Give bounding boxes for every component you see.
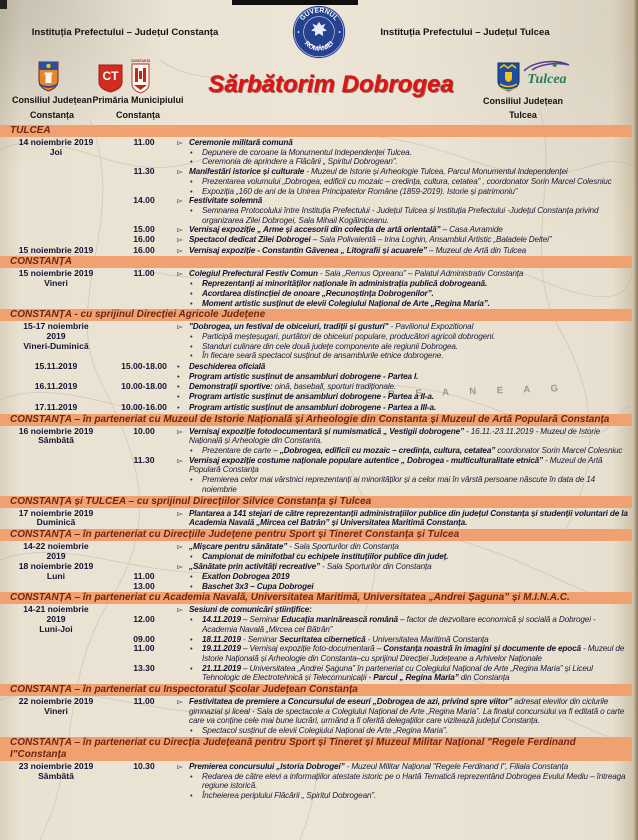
event-text: "Dobrogea, un festival de obiceiuri, tradiții și gusturi" - Pavilionul Expozitional (189, 322, 474, 332)
schedule-row (0, 542, 632, 561)
date-line: 15-17 noiembrie (23, 321, 89, 332)
event-main-item (112, 456, 632, 475)
date-cell (0, 542, 112, 561)
event-main-item (112, 542, 632, 552)
time-cell: 16.00 (133, 244, 155, 255)
label-cj-constanta-sub: Constanța (29, 110, 75, 120)
event-text: Prezentarea volumului „Dobrogea, edificii cu mozaic – credința, cultura, cetatea” , coordonator Sorin Marcel Colesniuc (202, 176, 612, 186)
date-line: 14 noiembrie 2019 (18, 137, 94, 147)
guvernul-romaniei-seal-icon (291, 4, 347, 60)
dot-bullet-icon: • (190, 663, 193, 673)
event-sub-item (112, 351, 632, 361)
time-cell: 10.00 (133, 425, 155, 436)
section-header-band: CONSTANȚA – în parteneriat cu Direcția Județeană pentru Sport și Tineret și Muzeul Militar Național "Regele Ferdinand I"Constanța (0, 737, 632, 761)
event-main-item (112, 196, 632, 206)
event-body (176, 299, 632, 309)
event-text: 19.11.2019 – Vernisaj expoziție foto-documentară – Constanța noastră în imagini și documente de epocă - Muzeul de Istorie Națională și Arheologie din Constanta–cu sprijinul Direcției Județeane a Arhivelor Naționale (202, 644, 625, 663)
dot-bullet-icon: • (190, 445, 193, 455)
event-sub-item (112, 552, 632, 562)
dot-bullet-icon: • (190, 572, 193, 582)
event-text: Premierea concursului „Istoria Dobrogei” - Muzeul Militar Național "Regele Ferdinand I", Filiala Constanța (189, 761, 568, 771)
event-sub-item (112, 362, 632, 372)
time-cell: 11.30 (133, 166, 155, 177)
arrow-bullet-icon: ▻ (177, 541, 183, 551)
dot-bullet-icon: • (190, 581, 193, 591)
tulcea-script-logo-icon (522, 57, 572, 91)
date-line: Vineri (44, 705, 68, 716)
event-text: Demonstrații sportive: oină, baseball, sporturi tradiționale. (189, 382, 397, 392)
event-body (176, 403, 632, 413)
schedule-row (0, 138, 632, 245)
events-column (112, 605, 632, 683)
date-line: 22 noiembrie 2019 (18, 696, 94, 707)
event-sub-item (112, 644, 632, 663)
label-cj-constanta: Consiliul Județean (11, 95, 93, 105)
label-cj-tulcea-sub: Tulcea (509, 110, 537, 120)
event-text: Ceremonia de aprindere a Flăcării „ Spiritul Dobrogean”. (202, 157, 398, 167)
svg-text:CONSTANTA: CONSTANTA (130, 59, 151, 63)
event-sub-item (112, 615, 632, 634)
event-body (176, 615, 632, 634)
schedule-row (0, 269, 632, 308)
event-sub-item (112, 279, 632, 289)
dot-bullet-icon: • (190, 288, 193, 298)
section-header-band: CONSTANȚA - cu sprijinul Direcției Agricole Județene (0, 309, 632, 321)
event-sub-item (112, 148, 632, 158)
event-body (176, 562, 632, 572)
schedule-row (0, 562, 632, 591)
section-header-band: TULCEA (0, 125, 632, 137)
event-text: Festivitate solemnă (189, 196, 263, 206)
event-body (176, 177, 632, 187)
event-body (176, 791, 632, 801)
date-cell (0, 322, 112, 361)
event-text: Expoziția „160 de ani de la Unirea Principatelor Române (1859-2019). Istorie și patrimoniu” (202, 186, 518, 196)
date-line: 2019 (46, 550, 66, 561)
event-text: Vernisaj expoziție fotodocumentară și numismatică „ Vestigii dobrogene” - 16.11.-23.11.2019 - Muzeul de Istorie Națională și Arheologie din Constanta. (189, 426, 601, 446)
events-column (112, 427, 632, 495)
date-cell (0, 246, 112, 256)
corner-mark (0, 0, 7, 9)
event-main-item (112, 138, 632, 148)
event-body (176, 235, 632, 245)
events-column (112, 403, 632, 413)
dot-bullet-icon: • (190, 157, 193, 167)
event-text: Plantarea a 141 stejari de către reprezentanții administrațiilor publice din județul Constanța și studenții voluntari de la Academia Navală „Mircea cel Batrân” și Universitatea Maritimă Constanța. (189, 508, 628, 528)
events-column (112, 542, 632, 561)
event-text: În fiecare seară spectacol susținut de ansamblurile etnice dobrogene. (202, 351, 444, 361)
event-text: Standuri culinare din cele două județe componente ale regiunii Dobrogea. (202, 341, 458, 351)
event-sub-item (112, 726, 632, 736)
event-sub-item (112, 582, 632, 592)
time-cell: 13.00 (133, 580, 155, 591)
event-text: Vernisaj expoziție costume naționale populare autentice „ Dobrogea - multiculturalitate etnică” - Muzeul de Artă Populară Constanța (189, 455, 603, 475)
section-header-band: CONSTANȚA și TULCEA – cu sprijinul Direcțiilor Silvice Constanța și Tulcea (0, 496, 632, 508)
date-cell (0, 382, 112, 401)
event-text: Semnarea Protocolului între Instituția Prefectului - Județul Tulcea și Instituția Prefectului -Județul Constanța privind organizarea Zilei Dobrogei, Sala Mihail Kogălniceanu. (202, 205, 599, 225)
event-sub-item (112, 372, 632, 382)
svg-text:ROMÂNIEI: ROMÂNIEI (302, 40, 336, 53)
institution-right: Instituția Prefectului – Județul Tulcea (380, 27, 550, 38)
event-text: Baschet 3x3 – Cupa Dobrogei (202, 581, 314, 591)
arrow-bullet-icon: ▻ (177, 225, 183, 235)
time-cell: 11.00 (133, 643, 155, 654)
date-cell (0, 509, 112, 528)
date-line: 16.11.2019 (34, 381, 78, 392)
event-main-item (112, 562, 632, 572)
cj-constanta-coat-of-arms-icon (38, 61, 59, 92)
date-cell (0, 427, 112, 495)
events-column (112, 322, 632, 361)
event-text: Vernisaj expoziție „ Arme și accesorii din colecția de artă orientală” – Casa Avramide (189, 225, 503, 235)
label-cj-tulcea: Consiliul Județean (482, 96, 564, 106)
date-line: 2019 (46, 614, 66, 625)
event-main-item (112, 697, 632, 726)
event-text: Încheierea periplului Flăcării „ Spiritul Dobrogean”. (202, 790, 377, 800)
event-sub-item (112, 157, 632, 167)
schedule-row (0, 697, 632, 736)
event-sub-item (112, 475, 632, 494)
time-cell: 11.00 (133, 137, 155, 147)
schedule-row (0, 322, 632, 361)
event-sub-item (112, 177, 632, 187)
time-cell: 13.30 (133, 662, 155, 673)
event-body (176, 246, 632, 256)
event-text: Moment artistic susținut de elevii Colegiului Național de Arte „Regina Maria”. (202, 298, 490, 308)
date-line: Duminică (36, 517, 76, 528)
event-body (176, 269, 632, 279)
event-main-item (112, 269, 632, 279)
event-sub-item (112, 791, 632, 801)
event-sub-item (112, 772, 632, 791)
date-line: Vineri-Duminică (23, 340, 89, 351)
dot-bullet-icon: • (190, 186, 193, 196)
event-text: Program artistic susținut de ansambluri dobrogene - Partea I. (189, 371, 419, 381)
event-sub-item (112, 289, 632, 299)
time-cell: 15.00 (133, 224, 155, 235)
event-body (176, 351, 632, 361)
date-line: 23 noiembrie 2019 (18, 760, 94, 771)
page-edge-shadow (634, 0, 638, 840)
event-sub-item (112, 446, 632, 456)
event-body (176, 664, 632, 683)
dot-bullet-icon: • (177, 371, 180, 381)
schedule (0, 124, 632, 802)
time-cell: 14.00 (133, 195, 155, 206)
event-body (176, 644, 632, 663)
event-body (176, 196, 632, 206)
time-cell: 16.00 (133, 234, 155, 245)
schedule-row (0, 403, 632, 413)
primaria-ct-logo-icon (97, 63, 124, 93)
event-text: Spectacol susținut de elevii Colegiului Național de Arte „Regina Maria”. (202, 726, 448, 736)
time-cell: 11.30 (133, 454, 155, 465)
dot-bullet-icon: • (190, 475, 193, 485)
time-cell: 15.00-18.00 (121, 361, 167, 372)
dot-bullet-icon: • (190, 341, 193, 351)
event-text: Premierea celor mai vârstnici reprezentanți ai minorităților și a celor mai în vârstă persoane născute în data de 14 noiembrie (202, 475, 596, 494)
events-column (112, 362, 632, 381)
events-column (112, 697, 632, 736)
event-body (176, 456, 632, 475)
date-line: 17 noiembrie 2019 (18, 507, 94, 518)
date-cell (0, 362, 112, 381)
event-text: Exatlon Dobrogea 2019 (202, 572, 290, 582)
event-body (176, 762, 632, 772)
event-body (176, 167, 632, 177)
date-line: Sâmbătă (38, 435, 74, 446)
event-text: Ceremonie militară comună (189, 138, 293, 147)
schedule-row (0, 762, 632, 801)
date-cell (0, 403, 112, 413)
events-column (112, 382, 632, 401)
event-body (176, 475, 632, 494)
event-sub-item (112, 299, 632, 309)
event-body (176, 289, 632, 299)
event-text: 14.11.2019 – Seminar Educația marinărească română – factor de dezvoltare economică și socială a Dobrogei - Academia Navală „Mircea cel Bătrân” (202, 615, 596, 634)
events-column (112, 509, 632, 528)
schedule-row (0, 382, 632, 401)
date-line: Luni (46, 571, 66, 582)
event-body (176, 446, 632, 456)
event-body (176, 279, 632, 289)
schedule-row (0, 362, 632, 381)
event-sub-item (112, 572, 632, 582)
event-text: Sesiuni de comunicări științifice: (189, 605, 312, 615)
date-line: 14-22 noiembrie (23, 540, 89, 551)
dot-bullet-icon: • (190, 176, 193, 186)
arrow-bullet-icon: ▻ (177, 562, 183, 572)
date-cell (0, 697, 112, 736)
event-main-item (112, 235, 632, 245)
dot-bullet-icon: • (177, 362, 180, 372)
time-cell: 10.00-16.00 (121, 401, 167, 412)
event-body (176, 509, 632, 528)
event-text: 18.11.2019 - Seminar Securitatea cibernetică - Universitatea Maritimă Constanța (202, 634, 489, 644)
event-body (176, 157, 632, 167)
events-column (112, 269, 632, 308)
dot-bullet-icon: • (190, 644, 193, 654)
date-cell (0, 762, 112, 801)
date-cell (0, 562, 112, 591)
event-body (176, 322, 632, 332)
dot-bullet-icon: • (190, 147, 193, 157)
section-header-band: CONSTANȚA – în parteneriat cu Academia Navală, Universitatea Maritimă, Universitatea „Andrei Șaguna” și M.I.N.A.C. (0, 592, 632, 604)
event-text: Campionat de minifotbal cu echipele instituțiilor publice din județ. (202, 551, 449, 561)
event-body (176, 332, 632, 342)
time-cell: 11.00 (133, 268, 155, 279)
schedule-row (0, 246, 632, 256)
event-sub-item (112, 392, 632, 402)
event-body (176, 342, 632, 352)
events-column (112, 762, 632, 801)
event-body (176, 225, 632, 235)
date-cell (0, 138, 112, 245)
event-text: Colegiul Prefectural Festiv Comun - Sala „Remus Opreanu” – Palatul Administrativ Constanța (189, 269, 524, 279)
cj-tulcea-coat-of-arms-icon (497, 62, 520, 92)
dot-bullet-icon: • (190, 331, 193, 341)
event-body (176, 427, 632, 446)
event-sub-item (112, 187, 632, 197)
event-main-item (112, 225, 632, 235)
date-line: 15.11.2019 (34, 361, 78, 372)
event-sub-item (112, 635, 632, 645)
time-cell: 10.00-18.00 (121, 381, 167, 392)
date-line: 15 noiembrie 2019 (18, 244, 94, 255)
arrow-bullet-icon: ▻ (177, 605, 183, 615)
event-text: Program artistic susținut de ansambluri dobrogene - Partea a II-a. (189, 392, 434, 402)
dot-bullet-icon: • (177, 382, 180, 392)
event-body (176, 392, 632, 402)
arrow-bullet-icon: ▻ (177, 322, 183, 332)
dot-bullet-icon: • (190, 351, 193, 361)
date-line: 17.11.2019 (34, 401, 78, 412)
event-body (176, 605, 632, 615)
event-body (176, 635, 632, 645)
events-column (112, 246, 632, 256)
arrow-bullet-icon: ▻ (177, 196, 183, 206)
event-body (176, 187, 632, 197)
event-body (176, 382, 632, 392)
event-main-item (112, 246, 632, 256)
label-primaria: Primăria Municipiului (92, 95, 184, 105)
section-header-band: CONSTANȚA – în parteneriat cu Muzeul de Istorie Națională și Arheologie din Constanta și Muzeul de Artă Populară Constanța (0, 414, 632, 426)
arrow-bullet-icon: ▻ (177, 426, 183, 436)
time-cell: 12.00 (133, 614, 155, 625)
arrow-bullet-icon: ▻ (177, 245, 183, 255)
time-cell: 11.00 (133, 571, 155, 582)
event-text: Manifestări istorice și culturale - Muzeul de Istorie și Arheologie Tulcea, Parcul Monumentul Independenței (189, 167, 568, 177)
event-main-item (112, 427, 632, 446)
event-sub-item (112, 332, 632, 342)
section-header-band: CONSTANȚA – în parteneriat cu Direcțiile Județene pentru Sport și Tineret Constanța și Tulcea (0, 529, 632, 541)
time-cell: 10.30 (133, 760, 155, 771)
arrow-bullet-icon: ▻ (177, 269, 183, 279)
dot-bullet-icon: • (177, 392, 180, 402)
dot-bullet-icon: • (190, 771, 193, 781)
event-text: Deschiderea oficială (189, 362, 266, 372)
event-sub-item (112, 664, 632, 683)
svg-text:Tulcea: Tulcea (527, 72, 567, 87)
date-line: Sâmbătă (38, 770, 74, 781)
event-text: „Sănătate prin activități recreative” - Sala Sporturilor din Constanța (189, 562, 432, 572)
event-sub-item (112, 403, 632, 413)
event-sub-item (112, 206, 632, 225)
dot-bullet-icon: • (190, 726, 193, 736)
arrow-bullet-icon: ▻ (177, 697, 183, 707)
arrow-bullet-icon: ▻ (177, 455, 183, 465)
section-header-band: CONSTANȚA (0, 256, 632, 268)
date-cell (0, 605, 112, 683)
event-body (176, 372, 632, 382)
date-cell (0, 269, 112, 308)
date-line: Vineri (44, 278, 68, 289)
dot-bullet-icon: • (177, 402, 180, 412)
event-text: Participă meșteșugari, purtători de obiceiuri populare, producători agricoli dobrogeni. (202, 331, 496, 341)
event-text: Prezentare de carte – „Dobrogea, edificii cu mozaic – credința, cultura, cetatea” coordonator Sorin Marcel Colesniuc (202, 445, 623, 455)
event-text: Depunere de coroane la Monumentul Independenței Tulcea. (202, 147, 412, 157)
svg-text:GUVERNUL: GUVERNUL (298, 7, 340, 23)
event-sub-item (112, 382, 632, 392)
event-body (176, 726, 632, 736)
arrow-bullet-icon: ▻ (177, 138, 183, 147)
event-text: „Mișcare pentru sănătate” - Sala Sporturilor din Constanța (189, 541, 399, 551)
map-sea-label: R E A N E A G (387, 382, 568, 401)
dot-bullet-icon: • (190, 615, 193, 625)
event-body (176, 542, 632, 552)
event-text: Program artistic susținut de ansambluri dobrogene - Partea a III-a. (189, 402, 437, 412)
schedule-row (0, 509, 632, 528)
event-text: Spectacol dedicat Zilei Dobrogei – Sala Polivalentă – Irina Loghin, Ansamblul Artistic „Baladele Deltei” (189, 235, 552, 245)
event-body (176, 697, 632, 726)
event-body (176, 572, 632, 582)
dot-bullet-icon: • (190, 790, 193, 800)
date-line: 2019 (46, 330, 66, 341)
page-title: Sărbătorim Dobrogea (208, 71, 454, 98)
event-main-item (112, 509, 632, 528)
event-text: Acordarea distincției de onoare „Recunoștința Dobrogenilor”. (202, 288, 434, 298)
date-line: 16 noiembrie 2019 (18, 425, 94, 436)
constanta-crest-icon (128, 58, 153, 95)
event-text: 21.11.2019 – Universitatea „Andrei Șaguna” în parteneriat cu Colegiului Național de Arte „Regina Maria” și Liceul Tehnologic de Electrotehnică și Telecomunicații - Parcul „ Regina Maria” din Constanța (202, 663, 593, 683)
dot-bullet-icon: • (190, 634, 193, 644)
event-main-item (112, 322, 632, 332)
arrow-bullet-icon: ▻ (177, 508, 183, 518)
events-column (112, 138, 632, 245)
event-text: Redarea de către elevi a informațiilor atestate istoric pe o Hartă Tematică reprezentând Dobrogea Evului Mediu – întreaga regiune istorică. (202, 771, 626, 791)
event-main-item (112, 605, 632, 615)
arrow-bullet-icon: ▻ (177, 167, 183, 177)
institution-left: Instituția Prefectului – Județul Constanța (31, 27, 219, 38)
label-primaria-sub: Constanța (115, 110, 161, 120)
time-cell: 09.00 (133, 633, 155, 644)
date-line: 15 noiembrie 2019 (18, 268, 94, 279)
arrow-bullet-icon: ▻ (177, 761, 183, 771)
events-column (112, 562, 632, 591)
event-body (176, 148, 632, 158)
event-main-item (112, 762, 632, 772)
event-main-item (112, 167, 632, 177)
dot-bullet-icon: • (190, 551, 193, 561)
time-cell: 11.00 (133, 696, 155, 707)
dot-bullet-icon: • (190, 279, 193, 289)
event-body (176, 582, 632, 592)
date-line: 18 noiembrie 2019 (18, 561, 94, 572)
event-text: Festivitatea de premiere a Concursului de eseuri „Dobrogea de azi, privind spre viitor” adresat elevilor din ciclurile gimnazial și liceal - Sala de spectacole a Colegiului Național de Arte „Regina Maria”. La finalul concursului va fi editată o carte care va conține cele mai bune lucrări, urmând a fi oferită delegațiilor care vizitează județul Constanța. (189, 697, 625, 726)
event-body (176, 206, 632, 225)
event-text: Reprezentanți ai minorităților naționale în administrația publică dobrogeană. (202, 279, 488, 289)
event-sub-item (112, 342, 632, 352)
schedule-row (0, 605, 632, 683)
schedule-row (0, 427, 632, 495)
date-line: Luni-Joi (39, 623, 73, 634)
dot-bullet-icon: • (190, 298, 193, 308)
event-body (176, 772, 632, 791)
event-text: Vernisaj expoziție - Constantin Găvenea „ Litografii și acuarele” – Muzeul de Artă din Tulcea (189, 245, 527, 255)
event-body (176, 138, 632, 148)
date-line: 14-21 noiembrie (23, 604, 89, 615)
event-body (176, 552, 632, 562)
section-header-band: CONSTANȚA – în parteneriat cu Inspectoratul Școlar Județean Constanța (0, 684, 632, 696)
arrow-bullet-icon: ▻ (177, 235, 183, 245)
dot-bullet-icon: • (190, 205, 193, 215)
event-body (176, 362, 632, 372)
svg-text:CT: CT (102, 69, 119, 83)
date-line: Joi (49, 146, 63, 157)
